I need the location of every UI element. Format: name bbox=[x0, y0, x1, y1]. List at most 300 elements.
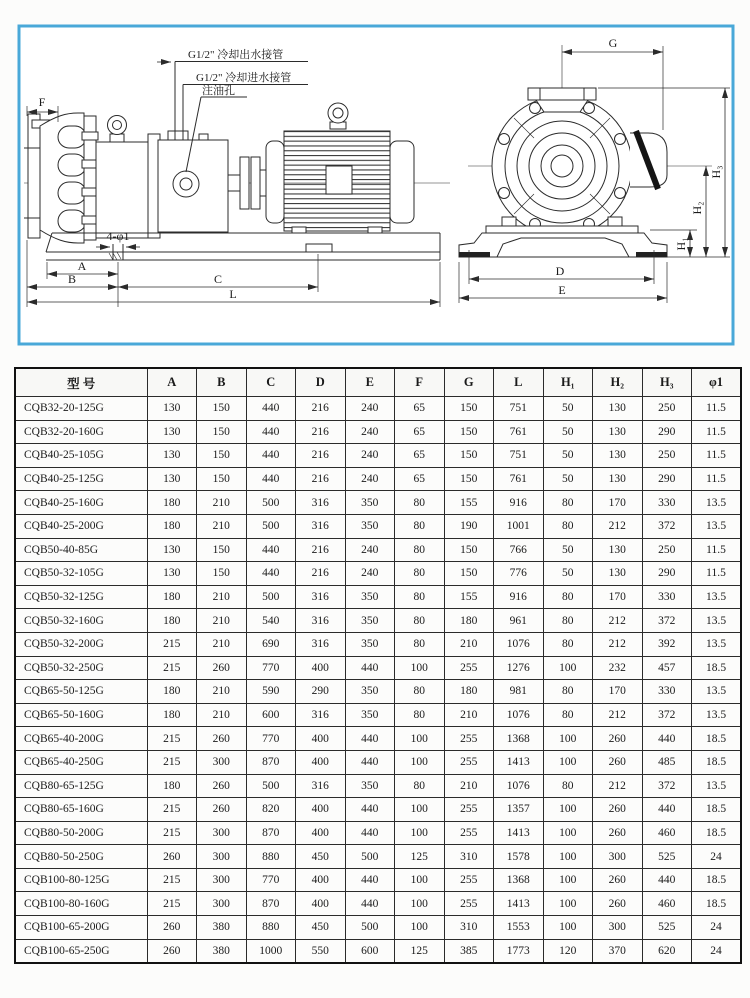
dim-cell: 130 bbox=[593, 562, 643, 586]
model-cell: CQB65-40-200G bbox=[15, 727, 147, 751]
dim-cell: 65 bbox=[395, 467, 445, 491]
dim-cell: 212 bbox=[593, 514, 643, 538]
dim-cell: 961 bbox=[494, 609, 544, 633]
dim-cell: 440 bbox=[246, 562, 296, 586]
dim-cell: 500 bbox=[246, 514, 296, 538]
dim-cell: 761 bbox=[494, 420, 544, 444]
dim-label-h1: H₁ bbox=[674, 237, 688, 251]
col-header: L bbox=[494, 368, 544, 397]
model-cell: CQB50-32-250G bbox=[15, 656, 147, 680]
dim-cell: 870 bbox=[246, 750, 296, 774]
dim-cell: 80 bbox=[395, 632, 445, 656]
dim-cell: 150 bbox=[444, 538, 494, 562]
col-header: D bbox=[296, 368, 346, 397]
dim-cell: 450 bbox=[296, 845, 346, 869]
dim-cell: 290 bbox=[642, 467, 692, 491]
dim-cell: 18.5 bbox=[692, 750, 742, 774]
model-cell: CQB65-40-250G bbox=[15, 750, 147, 774]
volute-front bbox=[492, 96, 632, 236]
dim-cell: 260 bbox=[197, 774, 247, 798]
dim-cell: 916 bbox=[494, 585, 544, 609]
dim-cell: 50 bbox=[543, 467, 593, 491]
table-row bbox=[15, 868, 741, 892]
dim-cell: 255 bbox=[444, 892, 494, 916]
dim-cell: 212 bbox=[593, 632, 643, 656]
dim-cell: 130 bbox=[593, 467, 643, 491]
dim-cell: 100 bbox=[543, 727, 593, 751]
dim-cell: 500 bbox=[246, 491, 296, 515]
dim-cell: 18.5 bbox=[692, 727, 742, 751]
dim-cell: 216 bbox=[296, 467, 346, 491]
model-cell: CQB50-32-125G bbox=[15, 585, 147, 609]
dim-cell: 440 bbox=[642, 798, 692, 822]
dim-cell: 215 bbox=[147, 892, 197, 916]
dim-cell: 80 bbox=[543, 774, 593, 798]
dim-cell: 150 bbox=[197, 397, 247, 421]
dim-cell: 380 bbox=[197, 939, 247, 963]
dim-cell: 300 bbox=[197, 821, 247, 845]
dim-cell: 80 bbox=[543, 703, 593, 727]
dim-cell: 600 bbox=[246, 703, 296, 727]
dim-cell: 215 bbox=[147, 632, 197, 656]
dim-cell: 100 bbox=[395, 798, 445, 822]
dim-cell: 13.5 bbox=[692, 491, 742, 515]
dim-cell: 80 bbox=[543, 585, 593, 609]
dim-cell: 770 bbox=[246, 727, 296, 751]
table-row bbox=[15, 939, 741, 963]
dim-cell: 170 bbox=[593, 491, 643, 515]
col-header: A bbox=[147, 368, 197, 397]
dim-cell: 100 bbox=[395, 727, 445, 751]
pump-casing bbox=[40, 113, 98, 243]
dim-cell: 13.5 bbox=[692, 774, 742, 798]
dim-cell: 751 bbox=[494, 444, 544, 468]
dim-cell: 440 bbox=[246, 538, 296, 562]
dim-cell: 150 bbox=[197, 467, 247, 491]
table-row bbox=[15, 774, 741, 798]
col-header: B bbox=[197, 368, 247, 397]
dim-cell: 210 bbox=[197, 680, 247, 704]
col-header: H₁ bbox=[543, 368, 593, 397]
dim-cell: 18.5 bbox=[692, 892, 742, 916]
dim-cell: 190 bbox=[444, 514, 494, 538]
col-header: F bbox=[395, 368, 445, 397]
table-row bbox=[15, 916, 741, 940]
table-row bbox=[15, 727, 741, 751]
dim-cell: 240 bbox=[345, 467, 395, 491]
dim-cell: 440 bbox=[246, 444, 296, 468]
dim-cell: 210 bbox=[444, 774, 494, 798]
dim-label-b: B bbox=[67, 272, 77, 286]
model-cell: CQB80-50-200G bbox=[15, 821, 147, 845]
dim-cell: 260 bbox=[593, 821, 643, 845]
dim-cell: 316 bbox=[296, 632, 346, 656]
table-row bbox=[15, 845, 741, 869]
dim-cell: 350 bbox=[345, 609, 395, 633]
dim-cell: 440 bbox=[246, 420, 296, 444]
table-row bbox=[15, 609, 741, 633]
dim-label-h2: H₂ bbox=[690, 201, 704, 215]
dim-cell: 485 bbox=[642, 750, 692, 774]
dim-cell: 500 bbox=[345, 845, 395, 869]
dim-cell: 180 bbox=[147, 491, 197, 515]
dim-cell: 240 bbox=[345, 397, 395, 421]
model-cell: CQB40-25-160G bbox=[15, 491, 147, 515]
dim-cell: 1001 bbox=[494, 514, 544, 538]
dim-cell: 260 bbox=[147, 845, 197, 869]
dim-cell: 180 bbox=[147, 703, 197, 727]
dim-cell: 880 bbox=[246, 916, 296, 940]
dim-cell: 880 bbox=[246, 845, 296, 869]
dim-cell: 1553 bbox=[494, 916, 544, 940]
dim-cell: 290 bbox=[642, 562, 692, 586]
dim-cell: 80 bbox=[543, 491, 593, 515]
dim-cell: 100 bbox=[543, 821, 593, 845]
dim-cell: 330 bbox=[642, 585, 692, 609]
dim-cell: 255 bbox=[444, 798, 494, 822]
dim-cell: 24 bbox=[692, 845, 742, 869]
dim-cell: 11.5 bbox=[692, 467, 742, 491]
dim-cell: 255 bbox=[444, 821, 494, 845]
table-row bbox=[15, 892, 741, 916]
dim-cell: 150 bbox=[444, 444, 494, 468]
dim-cell: 460 bbox=[642, 892, 692, 916]
dim-cell: 13.5 bbox=[692, 609, 742, 633]
dim-cell: 180 bbox=[147, 774, 197, 798]
dim-cell: 1773 bbox=[494, 939, 544, 963]
dim-cell: 170 bbox=[593, 680, 643, 704]
table-row bbox=[15, 585, 741, 609]
dim-cell: 450 bbox=[296, 916, 346, 940]
dim-cell: 18.5 bbox=[692, 868, 742, 892]
dim-cell: 215 bbox=[147, 798, 197, 822]
dim-cell: 210 bbox=[444, 703, 494, 727]
dim-cell: 130 bbox=[593, 397, 643, 421]
dim-cell: 216 bbox=[296, 420, 346, 444]
dim-cell: 216 bbox=[296, 562, 346, 586]
dim-cell: 870 bbox=[246, 821, 296, 845]
dim-cell: 180 bbox=[444, 609, 494, 633]
dim-cell: 761 bbox=[494, 467, 544, 491]
dim-cell: 300 bbox=[197, 750, 247, 774]
dim-cell: 210 bbox=[197, 609, 247, 633]
dim-cell: 260 bbox=[593, 798, 643, 822]
dim-cell: 215 bbox=[147, 727, 197, 751]
dim-cell: 690 bbox=[246, 632, 296, 656]
dim-cell: 80 bbox=[395, 562, 445, 586]
dim-cell: 1076 bbox=[494, 703, 544, 727]
table-header bbox=[15, 368, 741, 397]
dim-cell: 13.5 bbox=[692, 514, 742, 538]
dim-cell: 260 bbox=[197, 656, 247, 680]
dim-cell: 255 bbox=[444, 727, 494, 751]
dim-cell: 400 bbox=[296, 892, 346, 916]
col-header: H₂ bbox=[593, 368, 643, 397]
dim-cell: 550 bbox=[296, 939, 346, 963]
dim-cell: 916 bbox=[494, 491, 544, 515]
dim-cell: 150 bbox=[444, 467, 494, 491]
dim-cell: 100 bbox=[543, 798, 593, 822]
dim-cell: 590 bbox=[246, 680, 296, 704]
col-header: C bbox=[246, 368, 296, 397]
dim-cell: 316 bbox=[296, 514, 346, 538]
dim-cell: 870 bbox=[246, 892, 296, 916]
dim-cell: 1276 bbox=[494, 656, 544, 680]
dim-cell: 50 bbox=[543, 538, 593, 562]
dim-cell: 400 bbox=[296, 868, 346, 892]
dim-cell: 80 bbox=[543, 632, 593, 656]
dim-cell: 24 bbox=[692, 939, 742, 963]
model-cell: CQB32-20-160G bbox=[15, 420, 147, 444]
dim-cell: 130 bbox=[593, 538, 643, 562]
header-row bbox=[15, 368, 741, 397]
dim-cell: 80 bbox=[395, 491, 445, 515]
model-cell: CQB50-40-85G bbox=[15, 538, 147, 562]
dim-cell: 250 bbox=[642, 444, 692, 468]
dim-cell: 80 bbox=[543, 514, 593, 538]
dim-cell: 260 bbox=[197, 727, 247, 751]
dim-cell: 820 bbox=[246, 798, 296, 822]
dim-label-l: L bbox=[229, 287, 237, 301]
table-body bbox=[15, 397, 741, 964]
col-header: H₃ bbox=[642, 368, 692, 397]
dim-cell: 400 bbox=[296, 656, 346, 680]
dim-cell: 500 bbox=[246, 585, 296, 609]
dim-cell: 766 bbox=[494, 538, 544, 562]
dim-cell: 370 bbox=[593, 939, 643, 963]
dim-cell: 13.5 bbox=[692, 632, 742, 656]
dim-cell: 130 bbox=[593, 420, 643, 444]
dim-cell: 1357 bbox=[494, 798, 544, 822]
table-row bbox=[15, 420, 741, 444]
dim-cell: 372 bbox=[642, 703, 692, 727]
dim-cell: 100 bbox=[543, 750, 593, 774]
dim-cell: 457 bbox=[642, 656, 692, 680]
table-row bbox=[15, 680, 741, 704]
dim-cell: 100 bbox=[543, 892, 593, 916]
dim-cell: 170 bbox=[593, 585, 643, 609]
dim-cell: 13.5 bbox=[692, 703, 742, 727]
dim-cell: 300 bbox=[197, 868, 247, 892]
dim-label-g: G bbox=[608, 36, 618, 50]
dim-cell: 310 bbox=[444, 916, 494, 940]
dim-cell: 500 bbox=[345, 916, 395, 940]
dim-cell: 1413 bbox=[494, 750, 544, 774]
dim-cell: 212 bbox=[593, 703, 643, 727]
dim-cell: 620 bbox=[642, 939, 692, 963]
dim-cell: 80 bbox=[395, 703, 445, 727]
table-row bbox=[15, 467, 741, 491]
dim-label-a: A bbox=[77, 259, 87, 273]
dim-cell: 260 bbox=[593, 750, 643, 774]
dim-cell: 372 bbox=[642, 774, 692, 798]
dim-cell: 372 bbox=[642, 609, 692, 633]
dim-cell: 250 bbox=[642, 397, 692, 421]
dim-cell: 80 bbox=[543, 680, 593, 704]
dim-cell: 460 bbox=[642, 821, 692, 845]
dim-cell: 65 bbox=[395, 444, 445, 468]
dim-cell: 180 bbox=[147, 585, 197, 609]
dim-cell: 130 bbox=[147, 467, 197, 491]
dim-cell: 600 bbox=[345, 939, 395, 963]
dim-cell: 440 bbox=[246, 397, 296, 421]
dim-cell: 65 bbox=[395, 397, 445, 421]
dim-cell: 125 bbox=[395, 845, 445, 869]
table-row bbox=[15, 444, 741, 468]
dim-cell: 150 bbox=[444, 562, 494, 586]
dim-cell: 11.5 bbox=[692, 420, 742, 444]
dim-cell: 216 bbox=[296, 444, 346, 468]
dim-cell: 18.5 bbox=[692, 821, 742, 845]
dim-cell: 210 bbox=[197, 703, 247, 727]
dim-cell: 24 bbox=[692, 916, 742, 940]
dim-cell: 100 bbox=[543, 916, 593, 940]
dim-cell: 260 bbox=[147, 939, 197, 963]
dim-cell: 100 bbox=[395, 916, 445, 940]
model-cell: CQB100-65-250G bbox=[15, 939, 147, 963]
dim-cell: 372 bbox=[642, 514, 692, 538]
dim-cell: 770 bbox=[246, 656, 296, 680]
table-row bbox=[15, 538, 741, 562]
dim-cell: 300 bbox=[197, 845, 247, 869]
cooling-outlet-label: G1/2" 冷却出水接管 bbox=[188, 49, 284, 61]
dim-cell: 400 bbox=[296, 750, 346, 774]
dim-cell: 380 bbox=[197, 916, 247, 940]
dim-cell: 525 bbox=[642, 916, 692, 940]
dim-cell: 215 bbox=[147, 656, 197, 680]
dim-cell: 1000 bbox=[246, 939, 296, 963]
dim-cell: 215 bbox=[147, 821, 197, 845]
table-row bbox=[15, 656, 741, 680]
dim-cell: 215 bbox=[147, 750, 197, 774]
dim-cell: 11.5 bbox=[692, 562, 742, 586]
dim-cell: 350 bbox=[345, 632, 395, 656]
dim-cell: 300 bbox=[593, 916, 643, 940]
dim-cell: 80 bbox=[395, 680, 445, 704]
dim-cell: 100 bbox=[395, 821, 445, 845]
dim-cell: 150 bbox=[444, 420, 494, 444]
dim-cell: 180 bbox=[444, 680, 494, 704]
dim-cell: 440 bbox=[345, 892, 395, 916]
dim-cell: 350 bbox=[345, 774, 395, 798]
dim-cell: 350 bbox=[345, 680, 395, 704]
dim-label-h3: H₃ bbox=[709, 165, 723, 179]
dim-cell: 80 bbox=[395, 585, 445, 609]
dim-cell: 180 bbox=[147, 514, 197, 538]
dim-cell: 400 bbox=[296, 821, 346, 845]
dim-cell: 50 bbox=[543, 444, 593, 468]
dim-cell: 100 bbox=[395, 892, 445, 916]
dim-cell: 150 bbox=[444, 397, 494, 421]
dim-cell: 316 bbox=[296, 609, 346, 633]
table-row bbox=[15, 397, 741, 421]
dim-cell: 751 bbox=[494, 397, 544, 421]
dim-cell: 210 bbox=[197, 514, 247, 538]
dim-cell: 1578 bbox=[494, 845, 544, 869]
dim-cell: 50 bbox=[543, 397, 593, 421]
dim-cell: 212 bbox=[593, 774, 643, 798]
dim-label-c: C bbox=[213, 272, 223, 286]
dim-cell: 80 bbox=[543, 609, 593, 633]
dim-cell: 65 bbox=[395, 420, 445, 444]
dim-cell: 150 bbox=[197, 444, 247, 468]
dim-cell: 316 bbox=[296, 774, 346, 798]
col-header-model: 型 号 bbox=[15, 368, 147, 397]
oil-hole-label: 注油孔 bbox=[202, 85, 235, 97]
dim-cell: 776 bbox=[494, 562, 544, 586]
dim-cell: 440 bbox=[345, 750, 395, 774]
table-row bbox=[15, 562, 741, 586]
dim-cell: 260 bbox=[197, 798, 247, 822]
dim-cell: 150 bbox=[197, 562, 247, 586]
model-cell: CQB100-80-125G bbox=[15, 868, 147, 892]
dim-cell: 100 bbox=[395, 750, 445, 774]
dim-cell: 240 bbox=[345, 538, 395, 562]
model-cell: CQB100-80-160G bbox=[15, 892, 147, 916]
dim-cell: 216 bbox=[296, 538, 346, 562]
dim-cell: 155 bbox=[444, 585, 494, 609]
dim-cell: 392 bbox=[642, 632, 692, 656]
model-cell: CQB100-65-200G bbox=[15, 916, 147, 940]
dim-cell: 260 bbox=[593, 727, 643, 751]
table-row bbox=[15, 821, 741, 845]
dim-cell: 100 bbox=[543, 868, 593, 892]
dim-cell: 440 bbox=[246, 467, 296, 491]
dim-cell: 18.5 bbox=[692, 798, 742, 822]
dim-cell: 232 bbox=[593, 656, 643, 680]
dimensions-table bbox=[14, 367, 742, 964]
dim-cell: 240 bbox=[345, 562, 395, 586]
dim-cell: 50 bbox=[543, 562, 593, 586]
dim-cell: 350 bbox=[345, 585, 395, 609]
dim-cell: 300 bbox=[593, 845, 643, 869]
dim-cell: 440 bbox=[345, 727, 395, 751]
dim-cell: 260 bbox=[593, 868, 643, 892]
bearing-housing bbox=[148, 131, 228, 238]
dim-cell: 155 bbox=[444, 491, 494, 515]
dim-cell: 13.5 bbox=[692, 585, 742, 609]
dim-cell: 250 bbox=[642, 538, 692, 562]
dim-cell: 260 bbox=[147, 916, 197, 940]
dim-cell: 350 bbox=[345, 491, 395, 515]
dim-cell: 981 bbox=[494, 680, 544, 704]
model-cell: CQB80-65-125G bbox=[15, 774, 147, 798]
dim-cell: 385 bbox=[444, 939, 494, 963]
dim-cell: 525 bbox=[642, 845, 692, 869]
dim-cell: 1076 bbox=[494, 632, 544, 656]
dim-cell: 150 bbox=[197, 420, 247, 444]
dim-cell: 130 bbox=[147, 538, 197, 562]
dim-cell: 180 bbox=[147, 609, 197, 633]
dim-cell: 130 bbox=[147, 444, 197, 468]
dim-cell: 1368 bbox=[494, 727, 544, 751]
table-row bbox=[15, 703, 741, 727]
dim-cell: 210 bbox=[197, 491, 247, 515]
table-row bbox=[15, 632, 741, 656]
dim-cell: 440 bbox=[345, 656, 395, 680]
model-cell: CQB80-65-160G bbox=[15, 798, 147, 822]
dim-cell: 290 bbox=[642, 420, 692, 444]
dim-label-f: F bbox=[38, 95, 46, 109]
col-header: G bbox=[444, 368, 494, 397]
table-row bbox=[15, 514, 741, 538]
dim-cell: 260 bbox=[593, 892, 643, 916]
dim-cell: 500 bbox=[246, 774, 296, 798]
dim-cell: 1413 bbox=[494, 821, 544, 845]
model-cell: CQB40-25-200G bbox=[15, 514, 147, 538]
anchor-holes-label: 4-φ1 bbox=[106, 229, 130, 243]
dim-cell: 80 bbox=[395, 609, 445, 633]
